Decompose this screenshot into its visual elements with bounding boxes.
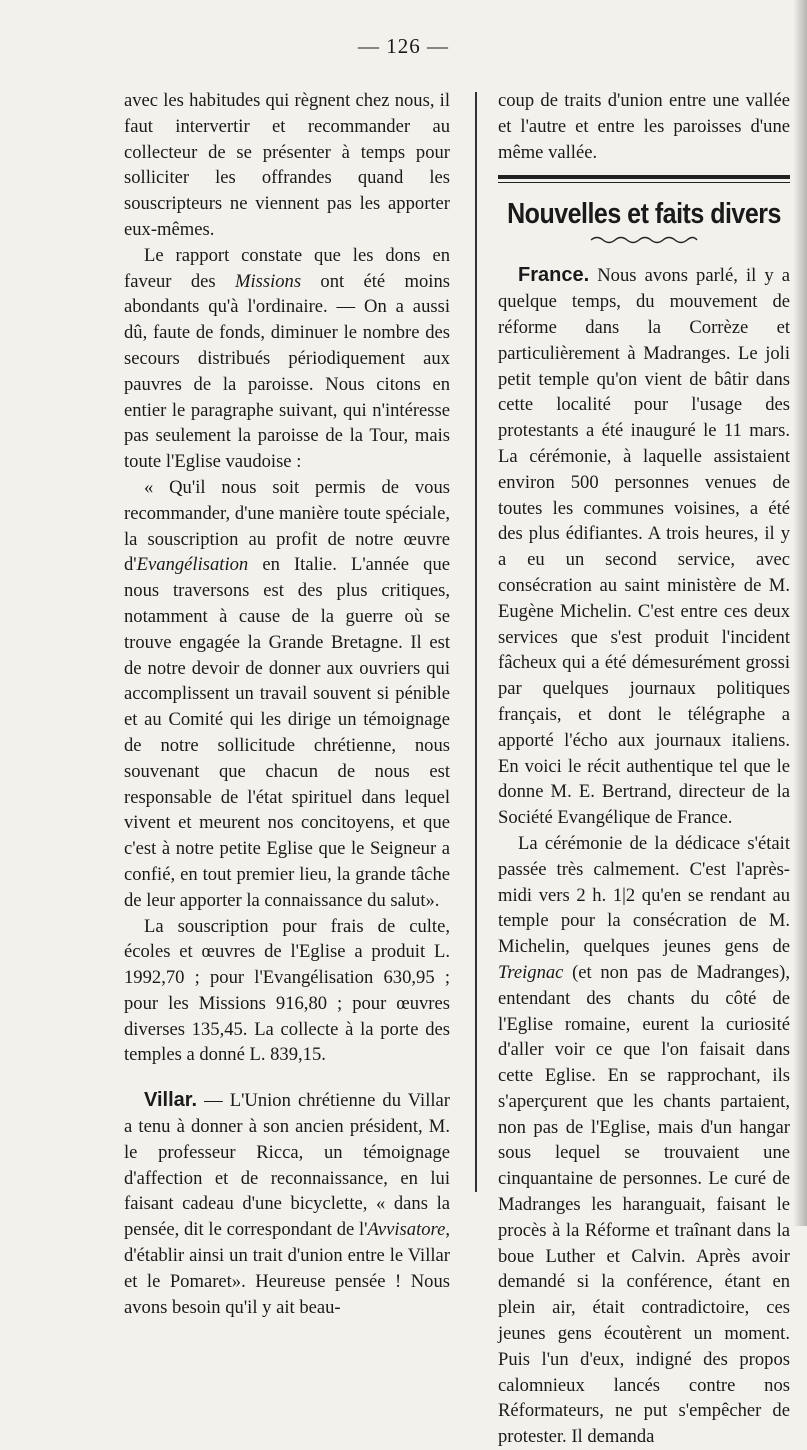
left-column xyxy=(124,88,450,1320)
paragraph-continuation: coup de traits d'union entre une vallée et l'autre et entre les paroisses d'une même vallée. xyxy=(498,90,790,163)
column-divider xyxy=(475,92,477,1192)
paragraph-villar: Villar. — L'Union chrétienne du Villar a tenu à donner à son ancien président, M. le professeur Ricca, un témoignage d'affection et de reconnaissance, en lui faisant cadeau d'une bicyclette, « dans la pensée, dit le correspondant de l'Avvisatore, d'établir ainsi un trait d'union entre le Villar et le Pomaret». Heureuse pensée ! Nous avons besoin qu'il y ait beau- xyxy=(124,1089,450,1318)
avvisatore-italic: Avvisatore xyxy=(367,1219,446,1241)
paragraph-rapport: Le rapport constate que les dons en faveur des Missions ont été moins abondants qu'à l'ordinaire. — On a aussi dû, faute de fonds, diminuer le nombre des secours distribués périodiquement aux pauvres de la paroisse. Nous citons en entier le paragraphe suivant, qui n'intéresse pas seulement la paroisse de la Tour, mais toute l'Eglise vaudoise : xyxy=(124,244,450,473)
right-column xyxy=(498,88,790,1450)
treignac-italic: Treignac xyxy=(498,961,564,983)
paragraph-france: France. Nous avons parlé, il y a quelque temps, du mouvement de réforme dans la Corrèze et particulièrement à Madranges. Le joli petit temple qu'on vient de bâtir dans cette localité pour l'usage des protestants a été inauguré le 11 mars. La cérémonie, à laquelle assistaient environ 500 personnes venues de toutes les communes voisines, a été des plus édifiantes. A trois heures, il y a eu un second service, avec consécration au saint ministère de M. Eugène Michelin. C'est entre ces deux services que s'est produit l'incident fâcheux qui a été démesurément grossi par quelques journaux politiques français, et dont le télégraphe a apporté l'écho aux journaux italiens. En voici le récit authentique tel que le donne M. E. Bertrand, directeur de la Société Evangélique de France. xyxy=(498,264,790,829)
france-lead: France. xyxy=(518,264,590,287)
paragraph-collecte: avec les habitudes qui règnent chez nous, il faut intervertir et recommander au collecteur de se présenter à temps pour solliciter les offrandes quand les souscripteurs ne viennent pas les apporter eux-mêmes. xyxy=(124,90,450,240)
page-number: — 126 — xyxy=(358,34,449,58)
page-edge-shadow xyxy=(793,0,807,1226)
paragraph-quotation: « Qu'il nous soit permis de vous recommander, d'une manière toute spéciale, la souscription au profit de notre œuvre d'Evangélisation en Italie. L'année que nous traversons est des plus critiques, notamment à cause de la guerre où se trouve engagée la Grande Bretagne. Il est de notre devoir de donner aux ouvriers qui accomplissent un travail souvent si pénible et au Comité qui les dirige un témoignage de notre sollicitude chrétienne, nous souvenant que chacun de nous est responsable de l'état spirituel dans lequel vivent et meurent nos concitoyens, et que c'est à notre petite Eglise que le Seigneur a confié, en tout premier lieu, la grande tâche de leur apporter la connaissance du salut». xyxy=(124,476,450,911)
missions-italic: Missions xyxy=(234,270,302,292)
wavy-ornament xyxy=(589,235,699,245)
section-rule-thick xyxy=(498,175,790,179)
evangelisation-italic: Evangélisation xyxy=(136,554,249,576)
paragraph-ceremonie: La cérémonie de la dédicace s'était passée très calmement. C'est l'après-midi vers 2 h. 1|2 qu'en se rendant au temple pour la consécration de M. Michelin, quelques jeunes gens de Treignac (et non pas de Madranges), entendant des chants du côté de l'Eglise romaine, eurent la curiosité d'aller voir ce que l'on faisait dans cette Eglise. En se rapprochant, ils s'aperçurent que les chants partaient, non pas de l'Eglise, mais d'un hangar sous lequel se trouvaient une cinquantaine de personnes. Le curé de Madranges les haranguait, faisant le procès à la Réforme et traînant dans la boue Luther et Calvin. Après avoir demandé si la conférence, étant en plein air, était contradictoire, ces jeunes gens écoutèrent un moment. Puis l'un d'eux, indigné des propos calomnieux lancés contre nos Réformateurs, ne put s'empêcher de protester. Il demanda xyxy=(498,832,790,1448)
villar-lead: Villar. xyxy=(144,1089,198,1112)
section-heading: Nouvelles et faits divers xyxy=(507,198,781,231)
paragraph-souscription: La souscription pour frais de culte, écoles et œuvres de l'Eglise a produit L. 1992,70 ; pour l'Evangélisation 630,95 ; pour les Missions 916,80 ; pour œuvres diverses 135,45. La collecte à la porte des temples a donné L. 839,15. xyxy=(124,915,450,1066)
section-rule-thin xyxy=(498,182,790,183)
